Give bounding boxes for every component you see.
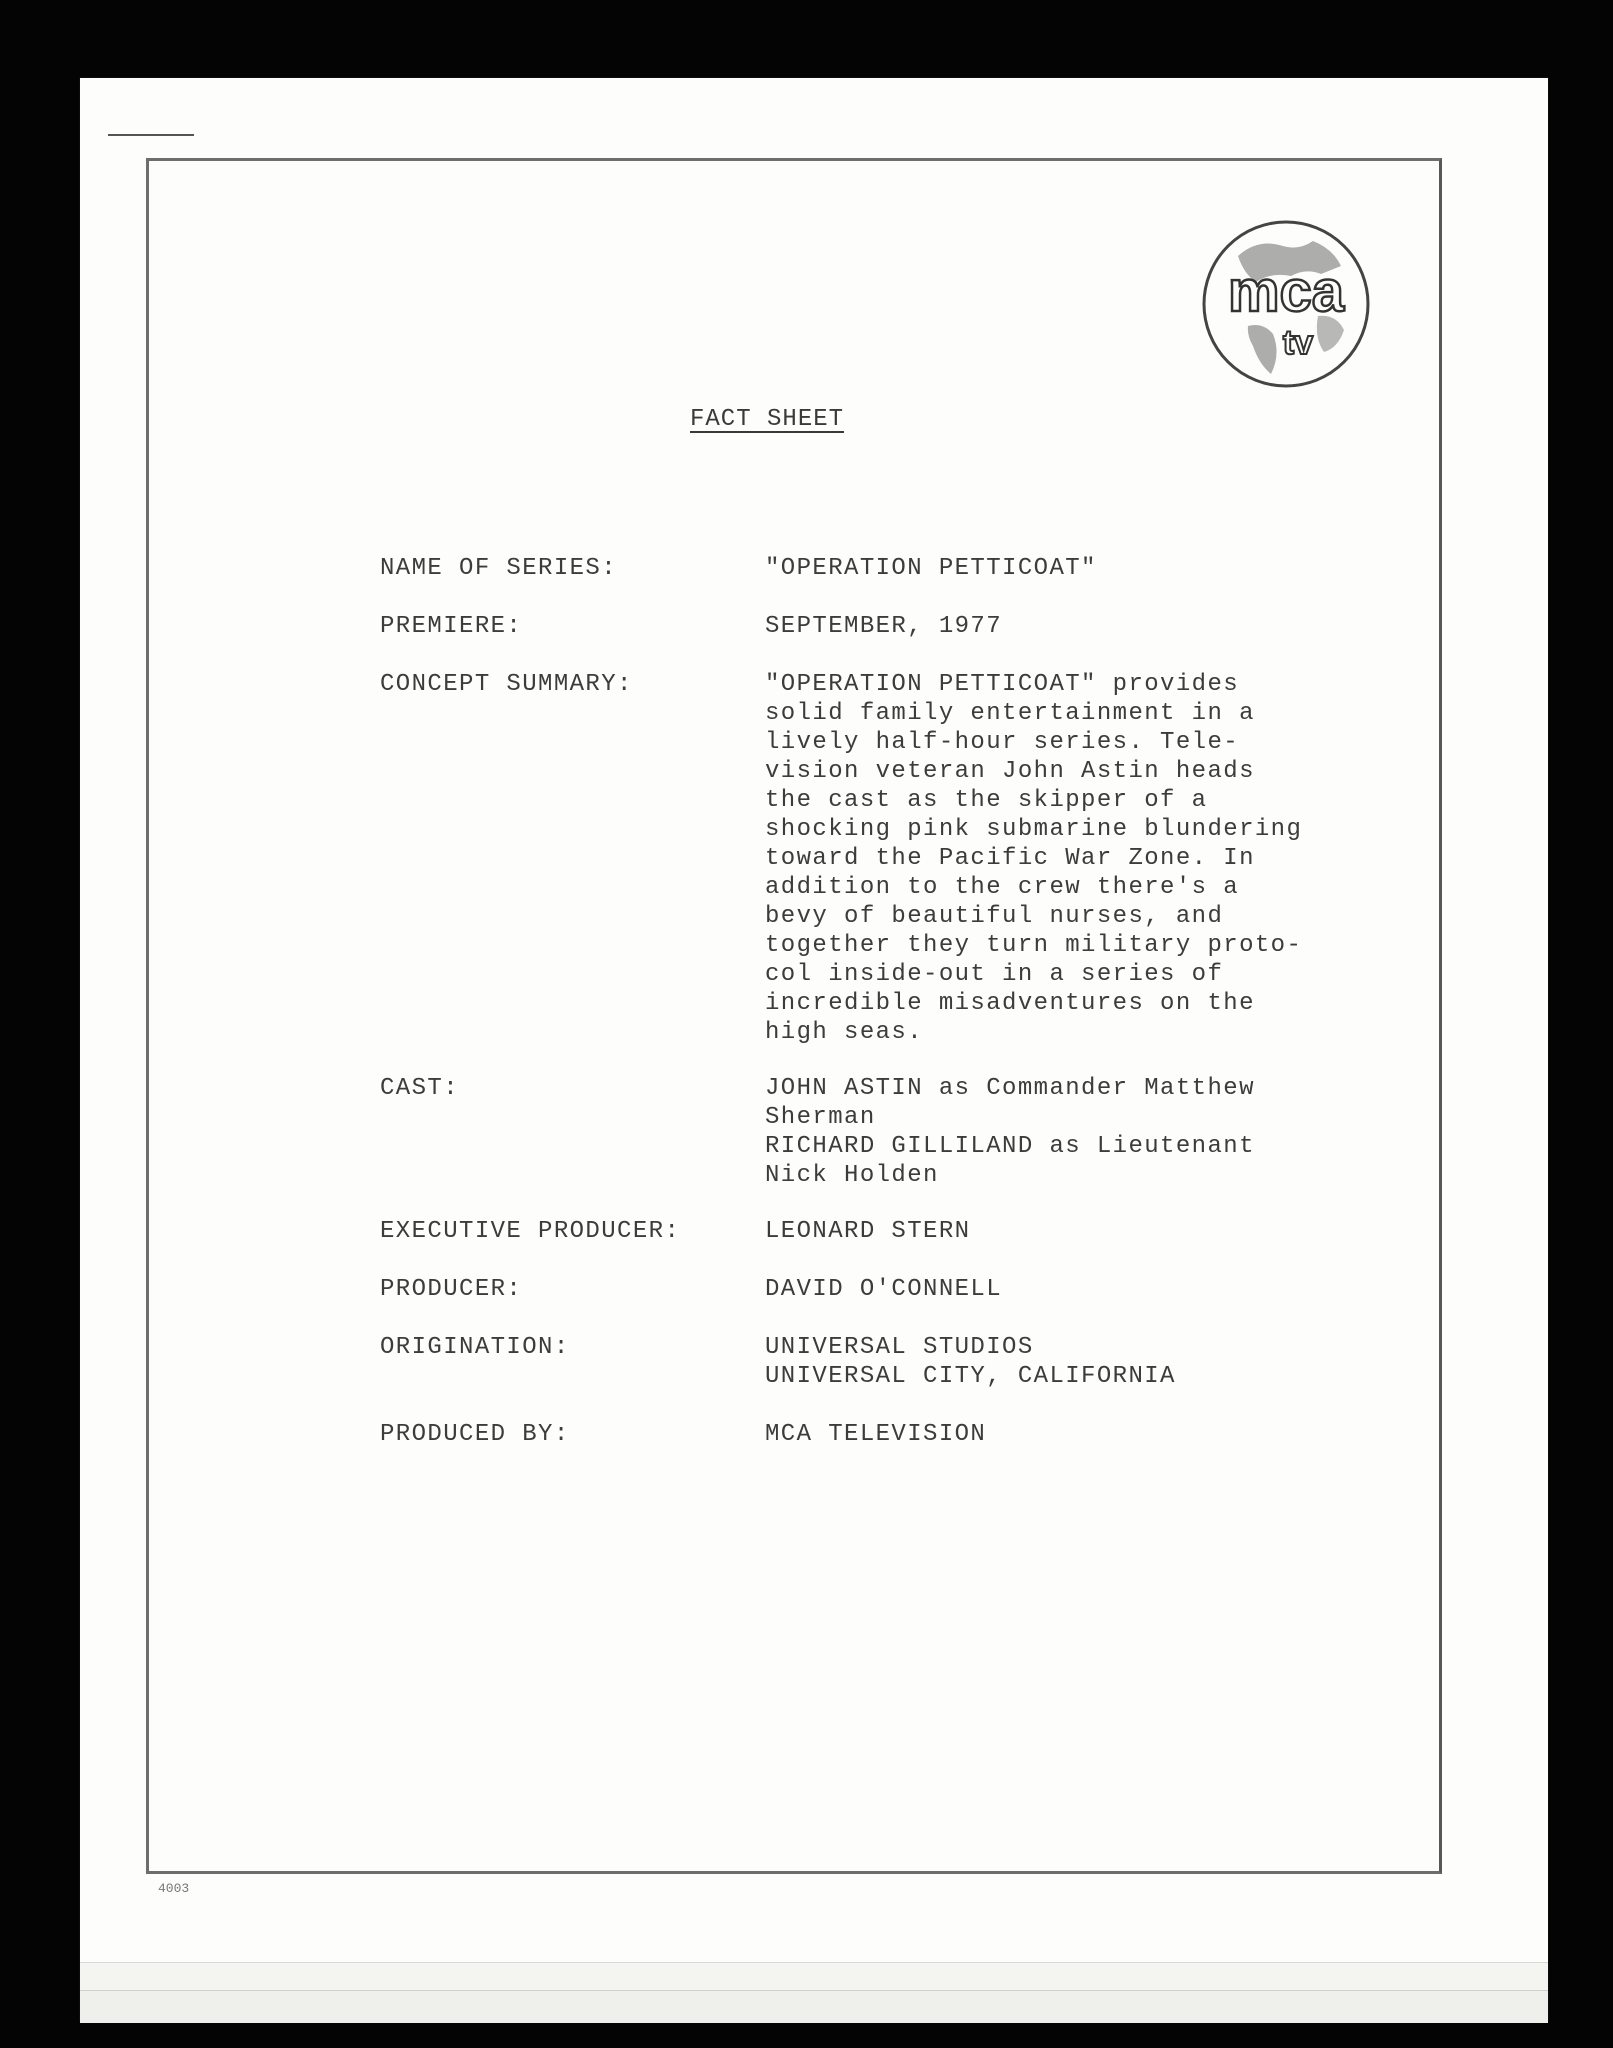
- field-value-line: toward the Pacific War Zone. In: [765, 845, 1255, 872]
- field-value-line: solid family entertainment in a: [765, 700, 1255, 727]
- field-value-line: Nick Holden: [765, 1162, 939, 1189]
- field-value-line: bevy of beautiful nurses, and: [765, 903, 1224, 930]
- form-number: 4003: [158, 1881, 190, 1896]
- field-label: NAME OF SERIES:: [380, 555, 618, 582]
- field-value-line: lively half-hour series. Tele-: [765, 729, 1240, 756]
- field-value-line: UNIVERSAL CITY, CALIFORNIA: [765, 1363, 1176, 1390]
- page-corner-mark: [108, 134, 194, 136]
- field-value-line: high seas.: [765, 1019, 924, 1046]
- field-value-line: Sherman: [765, 1104, 876, 1131]
- field-value: [765, 1074, 1255, 1190]
- field-label: CAST:: [380, 1075, 460, 1102]
- field-value-line: RICHARD GILLILAND as Lieutenant: [765, 1133, 1255, 1160]
- field-value-line: addition to the crew there's a: [765, 874, 1240, 901]
- field-value: [765, 554, 1097, 583]
- field-value-line: vision veteran John Astin heads: [765, 758, 1255, 785]
- field-value-line: the cast as the skipper of a: [765, 787, 1208, 814]
- field-value-line: col inside-out in a series of: [765, 961, 1224, 988]
- field-value: [765, 1333, 1176, 1391]
- logo-text-sub: tv: [1282, 324, 1314, 362]
- field-value-line: UNIVERSAL STUDIOS: [765, 1334, 1034, 1361]
- field-value: [765, 1217, 970, 1246]
- field-value-line: incredible misadventures on the: [765, 990, 1255, 1017]
- field-value-line: MCA TELEVISION: [765, 1421, 987, 1448]
- field-value: [765, 1420, 986, 1449]
- logo-text-main: mca: [1227, 259, 1345, 324]
- field-value-line: "OPERATION PETTICOAT": [765, 555, 1097, 582]
- field-label: PREMIERE:: [380, 613, 523, 640]
- field-value-line: together they turn military proto-: [765, 932, 1303, 959]
- field-value-line: shocking pink submarine blundering: [765, 816, 1303, 843]
- field-value-line: DAVID O'CONNELL: [765, 1276, 1003, 1303]
- underlying-sheet-edge-2: [80, 1990, 1548, 2023]
- mca-tv-globe-logo: [1198, 216, 1374, 392]
- field-value: [765, 670, 1302, 1047]
- field-value-line: JOHN ASTIN as Commander Matthew: [765, 1075, 1255, 1102]
- field-value: [765, 1275, 1002, 1304]
- field-label: PRODUCER:: [380, 1276, 523, 1303]
- field-label: EXECUTIVE PRODUCER:: [380, 1218, 681, 1245]
- field-label: ORIGINATION:: [380, 1334, 570, 1361]
- field-value-line: SEPTEMBER, 1977: [765, 613, 1003, 640]
- field-label: PRODUCED BY:: [380, 1421, 570, 1448]
- field-value-line: "OPERATION PETTICOAT" provides: [765, 671, 1240, 698]
- field-value-line: LEONARD STERN: [765, 1218, 971, 1245]
- logo-continents-south: [1248, 325, 1277, 374]
- field-label: CONCEPT SUMMARY:: [380, 671, 633, 698]
- field-value: [765, 612, 1002, 641]
- page-title: FACT SHEET: [690, 406, 845, 433]
